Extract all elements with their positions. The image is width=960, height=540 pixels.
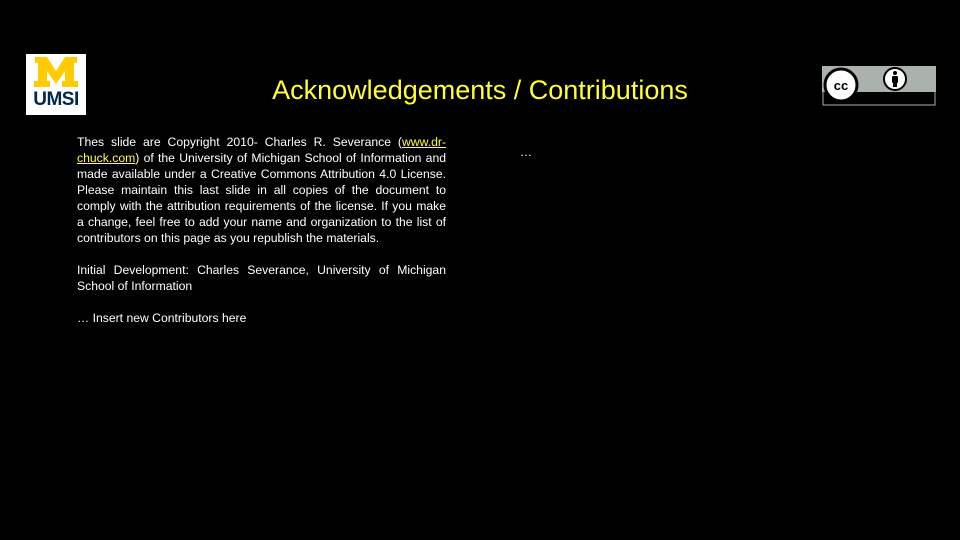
cc-icon xyxy=(825,69,857,101)
copyright-text-before-link: Thes slide are Copyright 2010- Charles R. Severance ( xyxy=(77,135,402,149)
copyright-paragraph xyxy=(77,134,446,246)
contributors-placeholder: … Insert new Contributors here xyxy=(77,311,247,325)
copyright-text-after-link: ) of the University of Michigan School of Information and made available under a Creative Commons Attribution 4.0 License. Please maintain this last slide in all copies of the document to comply with the attribution requirements of the license. If you make a change, feel free to add your name and organization to the list of contributors on this page as you republish the materials. xyxy=(77,151,446,245)
dr-chuck-link[interactable]: www.dr-chuck.com xyxy=(77,135,446,165)
umsi-logo-text: UMSI xyxy=(33,89,79,110)
right-column-ellipsis: … xyxy=(520,145,532,159)
slide-title: Acknowledgements / Contributions xyxy=(272,75,688,105)
cc-by-label: BY xyxy=(891,93,901,100)
acknowledgement-text xyxy=(77,134,446,342)
cc-by-license-badge xyxy=(822,66,936,106)
umsi-logo xyxy=(26,54,86,115)
attribution-person-icon xyxy=(884,68,906,90)
svg-text:cc: cc xyxy=(833,78,849,93)
initial-development-paragraph: Initial Development: Charles Severance, University of Michigan School of Information xyxy=(77,263,446,293)
